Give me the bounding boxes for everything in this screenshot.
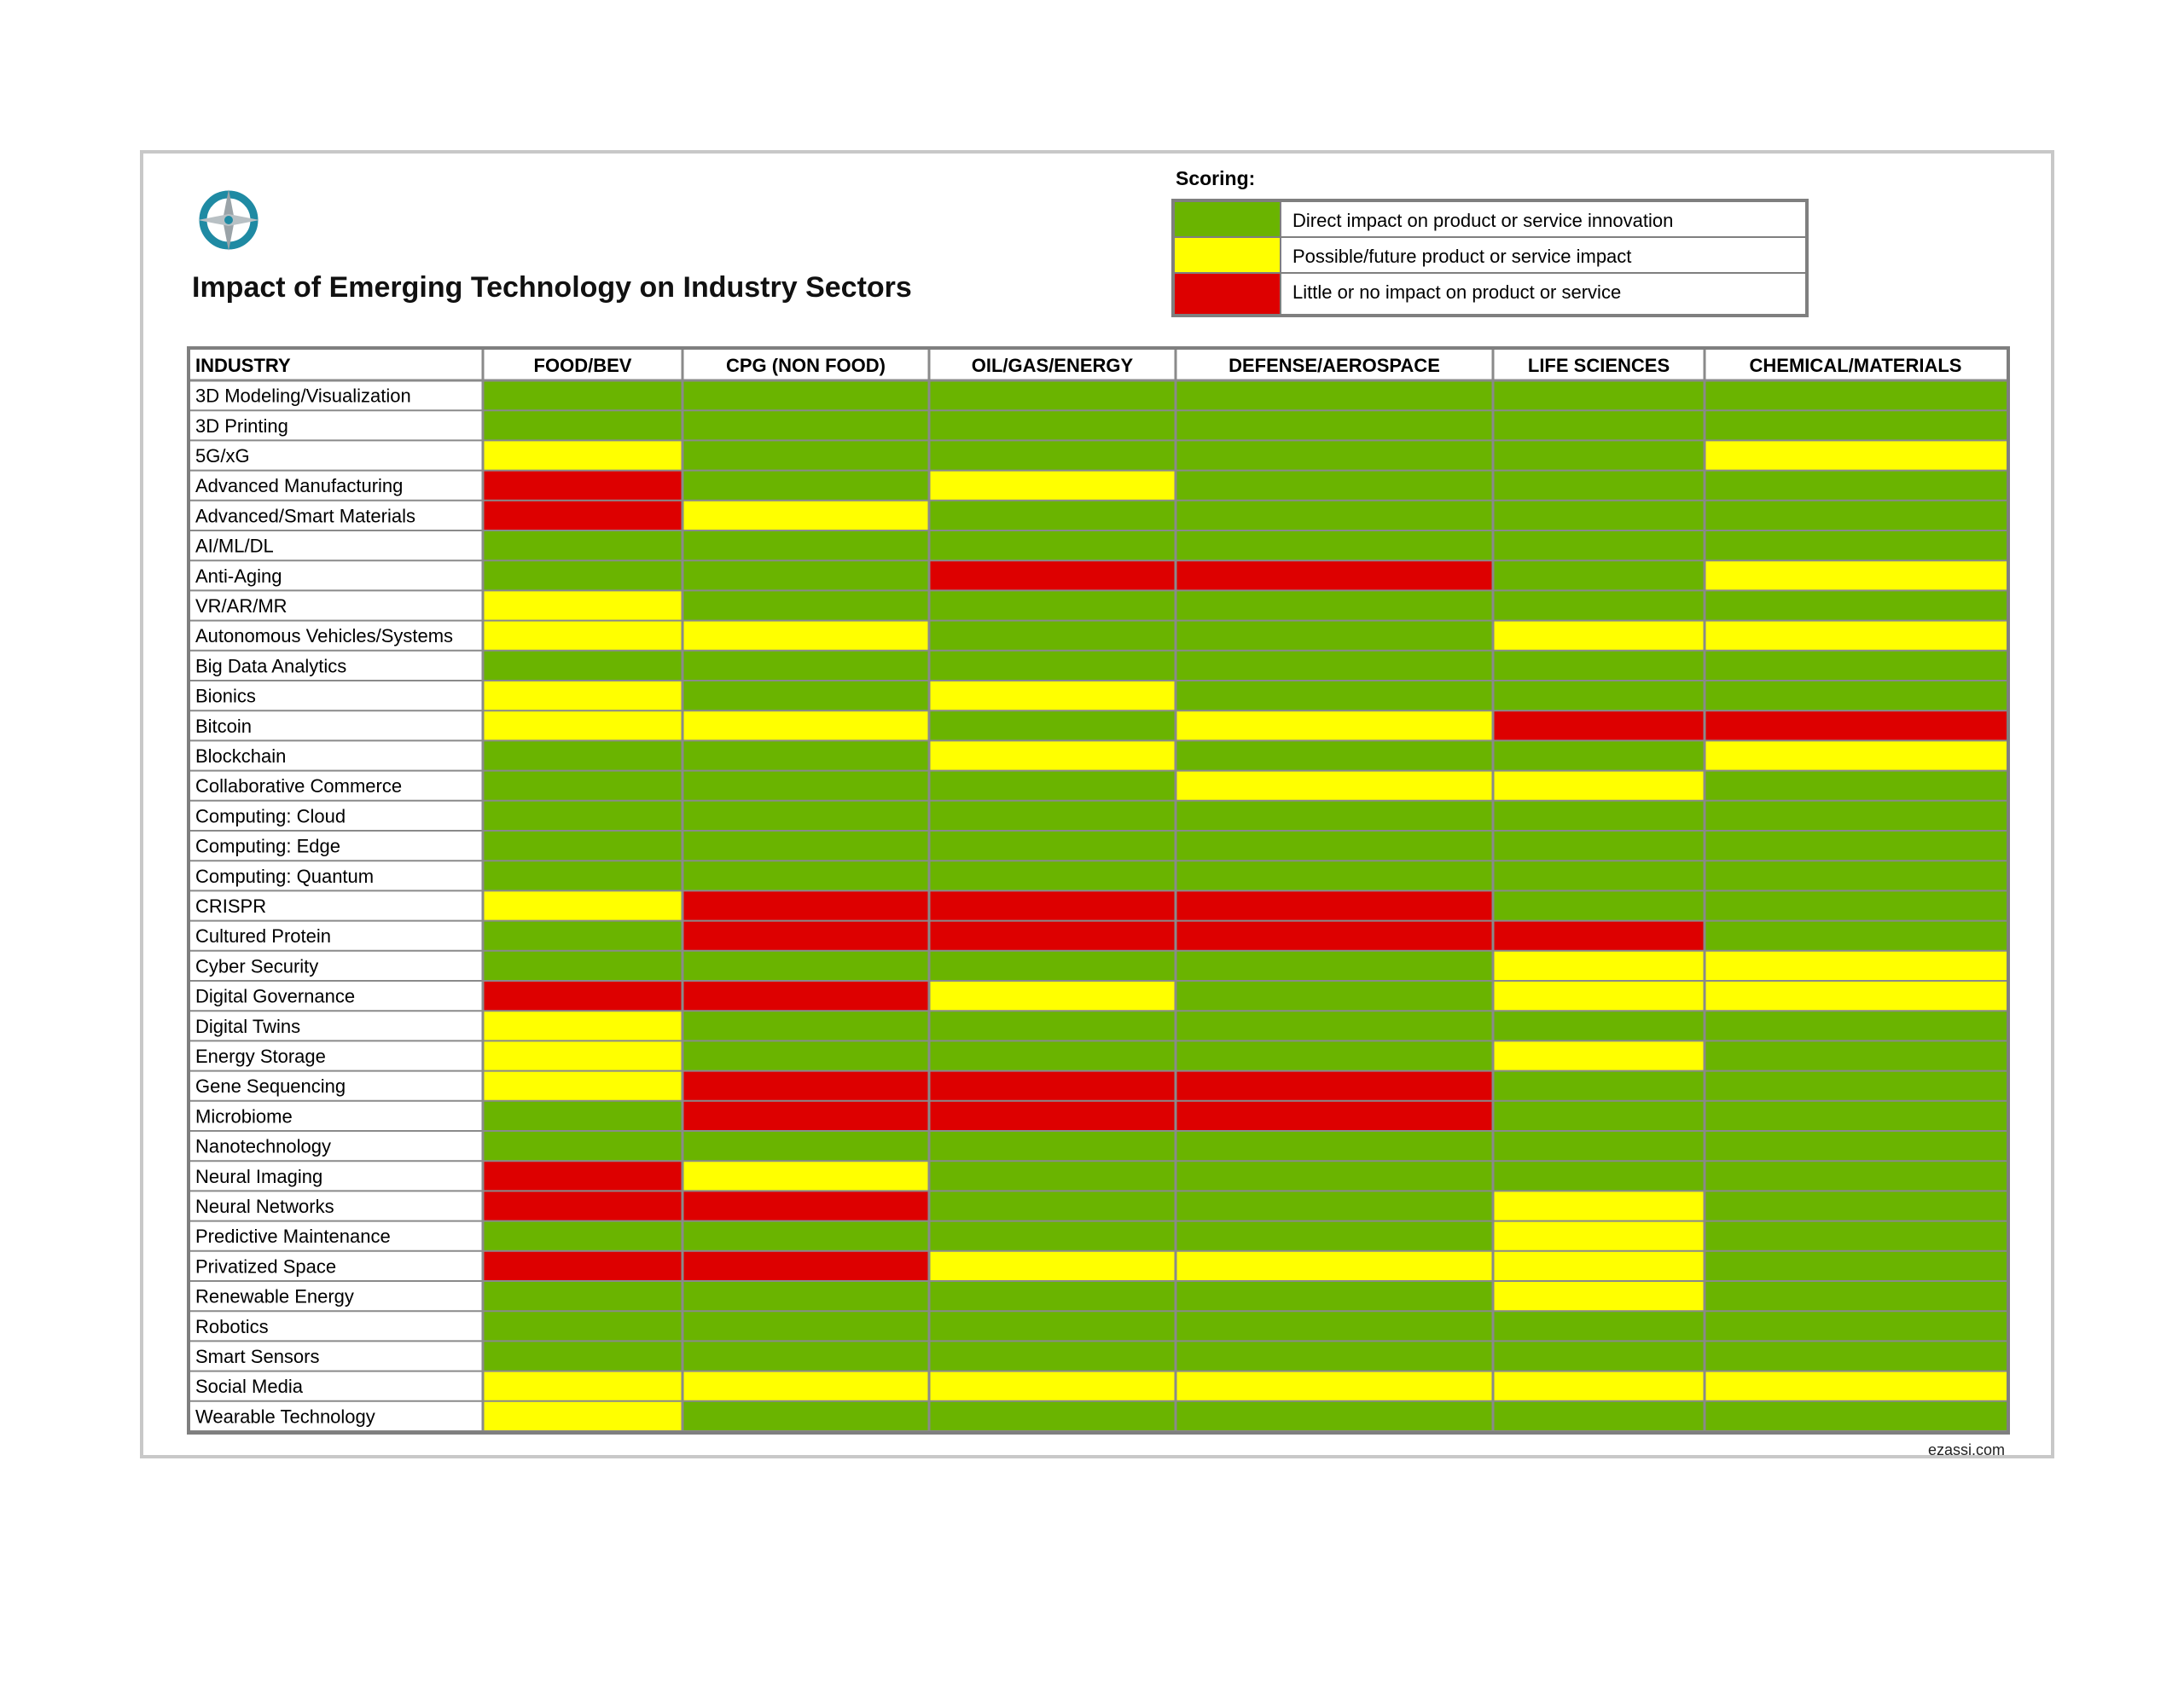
heatmap-cell xyxy=(929,1191,1176,1220)
heatmap-cell xyxy=(1493,710,1705,740)
heatmap-cell xyxy=(682,1011,929,1041)
heatmap-cell xyxy=(483,410,682,440)
heatmap-cell xyxy=(1705,1341,2007,1371)
heatmap-cell xyxy=(929,890,1176,920)
column-header: OIL/GAS/ENERGY xyxy=(971,355,1134,376)
scoring-label: Scoring: xyxy=(1176,167,1256,189)
heatmap-cell xyxy=(682,1071,929,1101)
row-label: CRISPR xyxy=(195,896,267,917)
heatmap-cell xyxy=(682,921,929,951)
heatmap-cell xyxy=(929,981,1176,1011)
row-label: Computing: Edge xyxy=(195,835,340,857)
heatmap-cell xyxy=(483,1011,682,1041)
heatmap-cell xyxy=(1705,1071,2007,1101)
footer-source: ezassi.com xyxy=(1927,1441,2005,1458)
heatmap-cell xyxy=(682,501,929,530)
heatmap-cell xyxy=(929,921,1176,951)
heatmap-cell xyxy=(682,471,929,501)
heatmap-cell xyxy=(1176,890,1493,920)
heatmap-cell xyxy=(1705,1221,2007,1251)
heatmap-cell xyxy=(682,740,929,770)
heatmap-cell xyxy=(1493,590,1705,620)
legend-text: Little or no impact on product or service xyxy=(1292,281,1622,303)
heatmap-svg xyxy=(190,350,2007,1431)
row-label: Robotics xyxy=(195,1315,269,1337)
heatmap-cell xyxy=(682,710,929,740)
heatmap-cell xyxy=(1176,530,1493,560)
heatmap-cell xyxy=(1705,831,2007,861)
heatmap-cell xyxy=(483,1401,682,1431)
heatmap-cell xyxy=(929,471,1176,501)
heatmap-cell xyxy=(1705,921,2007,951)
row-label: Wearable Technology xyxy=(195,1406,375,1428)
heatmap-cell xyxy=(1493,530,1705,560)
heatmap-cell xyxy=(682,560,929,590)
heatmap-cell xyxy=(483,1251,682,1281)
row-label: Collaborative Commerce xyxy=(195,775,403,797)
heatmap-cell xyxy=(483,1071,682,1101)
heatmap-cell xyxy=(483,831,682,861)
heatmap-cell xyxy=(1176,1161,1493,1191)
heatmap-cell xyxy=(1705,1161,2007,1191)
heatmap-cell xyxy=(483,471,682,501)
row-label: Nanotechnology xyxy=(195,1135,332,1157)
row-label: Big Data Analytics xyxy=(195,655,347,677)
heatmap-cell xyxy=(1176,1191,1493,1220)
heatmap-cell xyxy=(929,1281,1176,1311)
legend-item-possible xyxy=(1175,238,1805,274)
row-label: Energy Storage xyxy=(195,1046,326,1067)
heatmap-cell xyxy=(1493,1401,1705,1431)
heatmap-cell xyxy=(682,681,929,710)
heatmap-cell xyxy=(1705,771,2007,801)
heatmap-cell xyxy=(1705,890,2007,920)
row-label: Cultured Protein xyxy=(195,925,331,948)
heatmap-cell xyxy=(483,1161,682,1191)
heatmap-cell xyxy=(1705,801,2007,831)
row-label: Bionics xyxy=(195,685,256,707)
row-label: Smart Sensors xyxy=(195,1346,320,1367)
heatmap-cell xyxy=(1176,560,1493,590)
heatmap-cell xyxy=(1493,410,1705,440)
heatmap-cell xyxy=(1493,890,1705,920)
heatmap-cell xyxy=(1176,1341,1493,1371)
heatmap-cell xyxy=(1176,1371,1493,1401)
heatmap-cell xyxy=(929,560,1176,590)
heatmap-cell xyxy=(1493,681,1705,710)
heatmap-cell xyxy=(1176,380,1493,410)
heatmap-cell xyxy=(1705,981,2007,1011)
heatmap-cell xyxy=(1493,861,1705,890)
heatmap-cell xyxy=(1493,501,1705,530)
heatmap-cell xyxy=(1493,1131,1705,1161)
heatmap-cell xyxy=(1176,801,1493,831)
row-label: Cyber Security xyxy=(195,955,319,977)
heatmap-cell xyxy=(1493,1161,1705,1191)
heatmap-cell xyxy=(682,590,929,620)
heatmap-cell xyxy=(1176,981,1493,1011)
heatmap-cell xyxy=(929,1251,1176,1281)
heatmap-cell xyxy=(929,530,1176,560)
heatmap-cell xyxy=(1493,1191,1705,1220)
heatmap-cell xyxy=(483,590,682,620)
heatmap-cell xyxy=(483,1341,682,1371)
heatmap-cell xyxy=(1176,471,1493,501)
heatmap-cell xyxy=(1493,771,1705,801)
heatmap-cell xyxy=(1493,471,1705,501)
heatmap-cell xyxy=(1176,1131,1493,1161)
heatmap-cell xyxy=(483,560,682,590)
heatmap-cell xyxy=(1493,380,1705,410)
legend-text: Direct impact on product or service innovation xyxy=(1292,210,1674,231)
heatmap-cell xyxy=(929,501,1176,530)
heatmap-cell xyxy=(1705,530,2007,560)
column-header: LIFE SCIENCES xyxy=(1527,355,1670,376)
row-label: Advanced Manufacturing xyxy=(195,475,404,497)
heatmap-cell xyxy=(682,1221,929,1251)
column-header: DEFENSE/AEROSPACE xyxy=(1228,355,1440,376)
heatmap-cell xyxy=(682,1161,929,1191)
heatmap-cell xyxy=(1176,621,1493,651)
heatmap-cell xyxy=(1705,590,2007,620)
heatmap-cell xyxy=(1705,501,2007,530)
heatmap-cell xyxy=(929,740,1176,770)
heatmap-cell xyxy=(1493,921,1705,951)
heatmap-cell xyxy=(1176,651,1493,681)
heatmap-cell xyxy=(929,1371,1176,1401)
heatmap-cell xyxy=(1705,471,2007,501)
heatmap-cell xyxy=(1705,710,2007,740)
heatmap-cell xyxy=(483,1191,682,1220)
heatmap-cell xyxy=(1705,1101,2007,1131)
heatmap-cell xyxy=(1493,440,1705,470)
impact-heatmap-table xyxy=(187,346,2010,1435)
heatmap-cell xyxy=(929,651,1176,681)
heatmap-cell xyxy=(1705,861,2007,890)
heatmap-cell xyxy=(1493,1311,1705,1341)
heatmap-cell xyxy=(682,440,929,470)
heatmap-cell xyxy=(1493,1341,1705,1371)
heatmap-cell xyxy=(483,890,682,920)
heatmap-cell xyxy=(1493,831,1705,861)
heatmap-cell xyxy=(1705,1281,2007,1311)
heatmap-cell xyxy=(483,861,682,890)
heatmap-cell xyxy=(483,380,682,410)
row-label: Microbiome xyxy=(195,1105,293,1128)
heatmap-cell xyxy=(1176,1251,1493,1281)
row-label: Autonomous Vehicles/Systems xyxy=(195,625,454,647)
row-label: AI/ML/DL xyxy=(195,535,274,557)
heatmap-cell xyxy=(1705,1251,2007,1281)
row-label: Advanced/Smart Materials xyxy=(195,505,415,527)
column-header: CPG (NON FOOD) xyxy=(726,355,886,376)
heatmap-cell xyxy=(1176,440,1493,470)
heatmap-cell xyxy=(929,951,1176,981)
heatmap-cell xyxy=(483,1101,682,1131)
heatmap-cell xyxy=(1176,681,1493,710)
heatmap-cell xyxy=(1176,1281,1493,1311)
row-label: Neural Networks xyxy=(195,1196,334,1217)
heatmap-cell xyxy=(1176,1311,1493,1341)
heatmap-cell xyxy=(929,440,1176,470)
page-title: Impact of Emerging Technology on Industry Sectors xyxy=(192,271,912,304)
row-label: 5G/xG xyxy=(195,445,250,467)
heatmap-cell xyxy=(1705,1011,2007,1041)
heatmap-cell xyxy=(1493,1221,1705,1251)
heatmap-cell xyxy=(1705,410,2007,440)
heatmap-cell xyxy=(929,590,1176,620)
heatmap-cell xyxy=(483,440,682,470)
heatmap-cell xyxy=(483,740,682,770)
heatmap-cell xyxy=(682,530,929,560)
heatmap-cell xyxy=(1493,1011,1705,1041)
heatmap-cell xyxy=(1176,1041,1493,1070)
heatmap-cell xyxy=(682,801,929,831)
heatmap-cell xyxy=(682,1251,929,1281)
heatmap-cell xyxy=(1493,1101,1705,1131)
heatmap-cell xyxy=(929,1401,1176,1431)
legend-swatch-yellow xyxy=(1175,238,1281,272)
heatmap-cell xyxy=(483,981,682,1011)
heatmap-cell xyxy=(682,1311,929,1341)
heatmap-cell xyxy=(929,771,1176,801)
row-label: Social Media xyxy=(195,1376,303,1398)
scoring-legend xyxy=(1171,199,1809,317)
heatmap-cell xyxy=(682,1371,929,1401)
heatmap-cell xyxy=(1176,921,1493,951)
heatmap-cell xyxy=(483,681,682,710)
heatmap-cell xyxy=(682,1131,929,1161)
heatmap-cell xyxy=(483,951,682,981)
heatmap-cell xyxy=(1493,1041,1705,1070)
heatmap-cell xyxy=(1176,501,1493,530)
heatmap-cell xyxy=(1493,560,1705,590)
row-label: Computing: Quantum xyxy=(195,865,375,887)
heatmap-cell xyxy=(483,530,682,560)
heatmap-cell xyxy=(483,621,682,651)
heatmap-cell xyxy=(1176,1101,1493,1131)
heatmap-cell xyxy=(682,651,929,681)
heatmap-cell xyxy=(483,921,682,951)
row-label: Blockchain xyxy=(195,745,287,767)
heatmap-cell xyxy=(929,861,1176,890)
heatmap-cell xyxy=(1705,951,2007,981)
heatmap-cell xyxy=(1176,710,1493,740)
heatmap-cell xyxy=(1176,410,1493,440)
row-label: Privatized Space xyxy=(195,1255,337,1278)
heatmap-cell xyxy=(682,1401,929,1431)
heatmap-cell xyxy=(929,1161,1176,1191)
row-label: Predictive Maintenance xyxy=(195,1226,391,1248)
row-label: 3D Printing xyxy=(195,415,288,437)
heatmap-cell xyxy=(929,1341,1176,1371)
heatmap-cell xyxy=(682,890,929,920)
heatmap-cell xyxy=(1705,440,2007,470)
heatmap-cell xyxy=(483,801,682,831)
row-label: Bitcoin xyxy=(195,715,253,737)
heatmap-cell xyxy=(483,501,682,530)
heatmap-cell xyxy=(1176,831,1493,861)
heatmap-cell xyxy=(929,1011,1176,1041)
heatmap-cell xyxy=(1705,1311,2007,1341)
heatmap-cell xyxy=(929,621,1176,651)
legend-item-direct xyxy=(1175,202,1805,238)
heatmap-cell xyxy=(483,1221,682,1251)
heatmap-cell xyxy=(1705,651,2007,681)
heatmap-cell xyxy=(682,621,929,651)
heatmap-cell xyxy=(682,1191,929,1220)
heatmap-cell xyxy=(929,681,1176,710)
column-header: CHEMICAL/MATERIALS xyxy=(1749,355,1962,376)
heatmap-cell xyxy=(1493,801,1705,831)
heatmap-cell xyxy=(929,710,1176,740)
heatmap-cell xyxy=(1705,1131,2007,1161)
heatmap-cell xyxy=(682,380,929,410)
heatmap-cell xyxy=(1493,1371,1705,1401)
heatmap-cell xyxy=(1705,740,2007,770)
heatmap-cell xyxy=(1493,951,1705,981)
row-label: Computing: Cloud xyxy=(195,805,346,827)
heatmap-cell xyxy=(1705,380,2007,410)
heatmap-cell xyxy=(483,1281,682,1311)
heatmap-cell xyxy=(1705,1041,2007,1070)
compass-logo-icon xyxy=(195,186,263,254)
row-label: Digital Governance xyxy=(195,985,356,1007)
row-label: Anti-Aging xyxy=(195,565,282,587)
heatmap-cell xyxy=(483,771,682,801)
heatmap-cell xyxy=(1705,1191,2007,1220)
heatmap-cell xyxy=(1176,740,1493,770)
heatmap-cell xyxy=(1493,651,1705,681)
heatmap-cell xyxy=(682,831,929,861)
heatmap-cell xyxy=(929,1221,1176,1251)
heatmap-cell xyxy=(483,1041,682,1070)
heatmap-cell xyxy=(682,771,929,801)
heatmap-cell xyxy=(682,1341,929,1371)
heatmap-cell xyxy=(929,1311,1176,1341)
heatmap-cell xyxy=(1705,1401,2007,1431)
legend-swatch-red xyxy=(1175,274,1281,314)
heatmap-cell xyxy=(483,710,682,740)
heatmap-cell xyxy=(929,801,1176,831)
heatmap-cell xyxy=(682,410,929,440)
heatmap-cell xyxy=(1176,861,1493,890)
heatmap-cell xyxy=(929,1131,1176,1161)
heatmap-cell xyxy=(682,1101,929,1131)
row-label: Gene Sequencing xyxy=(195,1075,346,1098)
heatmap-cell xyxy=(1176,1011,1493,1041)
heatmap-cell xyxy=(483,1311,682,1341)
heatmap-cell xyxy=(682,861,929,890)
legend-swatch-green xyxy=(1175,202,1281,236)
heatmap-cell xyxy=(1493,740,1705,770)
heatmap-cell xyxy=(929,1041,1176,1070)
heatmap-cell xyxy=(1705,681,2007,710)
heatmap-cell xyxy=(929,1071,1176,1101)
heatmap-cell xyxy=(1176,1221,1493,1251)
row-label: Renewable Energy xyxy=(195,1285,354,1307)
row-label: Neural Imaging xyxy=(195,1165,323,1187)
legend-text: Possible/future product or service impact xyxy=(1292,246,1632,267)
heatmap-cell xyxy=(929,831,1176,861)
column-header: FOOD/BEV xyxy=(533,355,632,376)
heatmap-cell xyxy=(929,1101,1176,1131)
heatmap-cell xyxy=(1705,621,2007,651)
heatmap-cell xyxy=(1493,621,1705,651)
heatmap-cell xyxy=(929,410,1176,440)
heatmap-cell xyxy=(483,1131,682,1161)
heatmap-cell xyxy=(1176,951,1493,981)
heatmap-cell xyxy=(483,651,682,681)
heatmap-cell xyxy=(682,1281,929,1311)
heatmap-cell xyxy=(1176,771,1493,801)
row-label: VR/AR/MR xyxy=(195,595,288,617)
legend-item-little xyxy=(1175,274,1805,314)
heatmap-cell xyxy=(1705,1371,2007,1401)
heatmap-cell xyxy=(1493,1071,1705,1101)
row-label: 3D Modeling/Visualization xyxy=(195,385,411,407)
heatmap-cell xyxy=(1493,1251,1705,1281)
heatmap-cell xyxy=(682,1041,929,1070)
heatmap-cell xyxy=(929,380,1176,410)
heatmap-cell xyxy=(1493,1281,1705,1311)
column-header-industry: INDUSTRY xyxy=(195,355,291,376)
heatmap-cell xyxy=(1705,560,2007,590)
heatmap-cell xyxy=(1493,981,1705,1011)
heatmap-cell xyxy=(483,1371,682,1401)
heatmap-cell xyxy=(1176,1401,1493,1431)
row-label: Digital Twins xyxy=(195,1015,301,1037)
heatmap-cell xyxy=(682,951,929,981)
heatmap-cell xyxy=(1176,1071,1493,1101)
heatmap-cell xyxy=(682,981,929,1011)
heatmap-cell xyxy=(1176,590,1493,620)
